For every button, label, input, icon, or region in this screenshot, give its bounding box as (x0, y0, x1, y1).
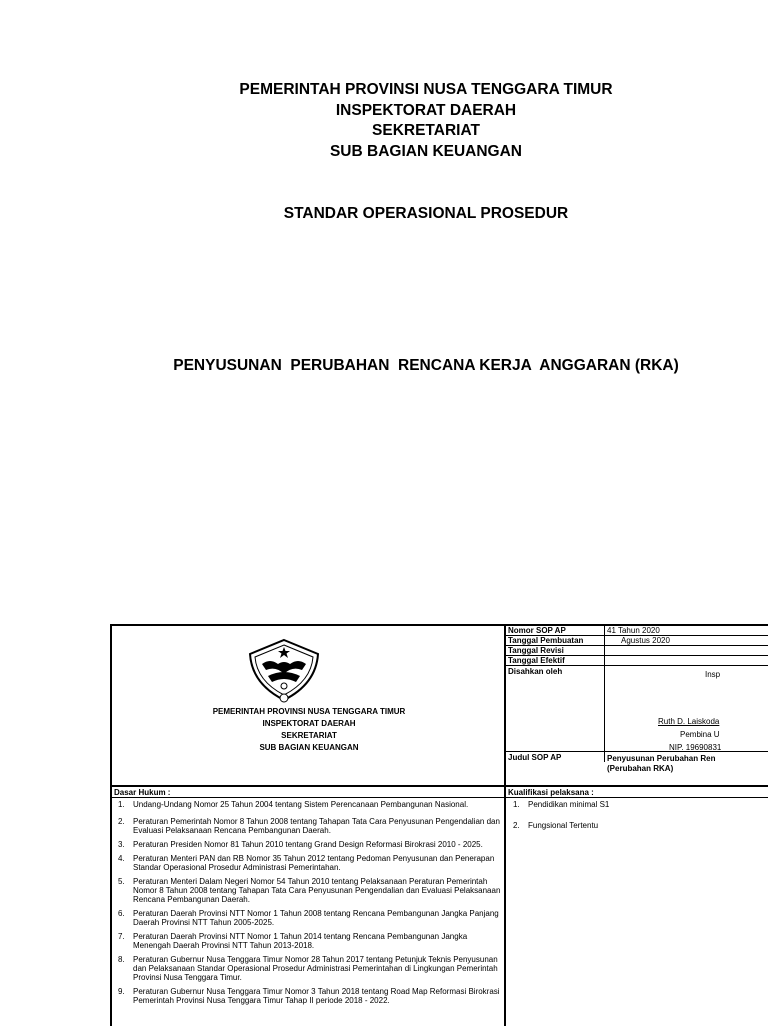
item-number: 9. (118, 987, 125, 996)
header-inspectorate: INSPEKTORAT DAERAH (335, 101, 517, 119)
signer-nip: NIP. 19690831 (669, 743, 722, 752)
list-item (115, 817, 503, 835)
item-text: Peraturan Menteri Dalam Negeri Nomor 54 Tahun 2010 tentang Pelaksanaan Peraturan Pemerintah Nomor 8 Tahun 2008 tentang Tahapan Tata Cara Penyusunan Pengendalian dan Evaluasi Pelaksanaan Rencana Pembangunan Daerah. (133, 877, 501, 904)
item-number: 2. (513, 821, 520, 830)
item-number: 1. (513, 800, 520, 809)
item-number: 8. (118, 955, 125, 964)
kualifikasi-list (510, 800, 768, 842)
org-government: PEMERINTAH PROVINSI NUSA TENGGARA TIMUR (212, 707, 406, 716)
signer-rank: Pembina U (680, 730, 720, 739)
judul-sop-value-line1: Penyusunan Perubahan Ren (607, 754, 716, 763)
organization-name (112, 706, 506, 754)
item-number: 3. (118, 840, 125, 849)
tanggal-pembuatan-label: Tanggal Pembuatan (508, 636, 584, 645)
row-line (506, 665, 768, 666)
item-text: Peraturan Menteri PAN dan RB Nomor 35 Tahun 2012 tentang Pedoman Penyusunan dan Penerapan Standar Operasional Prosedur Administrasi Pemerintahan. (133, 854, 495, 872)
item-text: Fungsional Tertentu (528, 821, 599, 830)
item-number: 7. (118, 932, 125, 941)
judul-sop-label: Judul SOP AP (508, 753, 562, 762)
list-item (115, 854, 503, 872)
org-secretariat: SEKRETARIAT (281, 731, 337, 740)
judul-sop-value-line2: (Perubahan RKA) (607, 764, 674, 773)
label-value-divider (604, 626, 605, 762)
item-number: 2. (118, 817, 125, 826)
item-text: Peraturan Gubernur Nusa Tenggara Timur Nomor 28 Tahun 2017 tentang Petunjuk Teknis Penyusunan dan Pelaksanaan Standar Operasional Prosedur Administrasi Pemerintahan di Lingkungan Pemerintah Provinsi Nusa Tenggara Timur. (133, 955, 498, 982)
document-header (0, 80, 768, 162)
document-title: PENYUSUNAN PERUBAHAN RENCANA KERJA ANGGARAN (RKA) (173, 357, 679, 374)
tanggal-pembuatan-value: Agustus 2020 (621, 636, 670, 645)
signer-name: Ruth D. Laiskoda (658, 717, 720, 726)
header-government: PEMERINTAH PROVINSI NUSA TENGGARA TIMUR (239, 81, 613, 98)
item-number: 1. (118, 800, 125, 809)
list-item (510, 800, 768, 809)
item-text: Pendidikan minimal S1 (528, 800, 610, 809)
organization-cell (112, 626, 506, 788)
list-item (115, 840, 503, 849)
nomor-sop-label: Nomor SOP AP (508, 626, 566, 635)
item-text: Peraturan Daerah Provinsi NTT Nomor 1 Tahun 2014 tentang Rencana Pembangunan Jangka Menengah Daerah Provinsi NTT Tahun 2013-2018. (133, 932, 468, 950)
list-item (115, 800, 503, 809)
item-text: Peraturan Daerah Provinsi NTT Nomor 1 Tahun 2008 tentang Rencana Pembangunan Jangka Panjang Daerah Provinsi NTT Tahun 2005-2025. (133, 909, 499, 927)
disahkan-oleh-label: Disahkan oleh (508, 667, 563, 676)
list-item (115, 987, 503, 1005)
item-number: 4. (118, 854, 125, 863)
header-subdivision: SUB BAGIAN KEUANGAN (329, 142, 523, 160)
nomor-sop-value: 41 Tahun 2020 (607, 626, 660, 635)
list-item (115, 909, 503, 927)
row-line (112, 797, 768, 798)
list-item (115, 932, 503, 950)
item-text: Peraturan Pemerintah Nomor 8 Tahun 2008 tentang Tahapan Tata Cara Penyusunan Pengendalian dan Evaluasi Pelaksanaan Rencana Pembangunan Daerah. (133, 817, 500, 835)
list-item (115, 877, 503, 904)
row-line (506, 751, 768, 752)
item-number: 5. (118, 877, 125, 886)
item-text: Peraturan Gubernur Nusa Tenggara Timur Nomor 3 Tahun 2018 tentang Road Map Reformasi Birokrasi Pemerintah Provinsi Nusa Tenggara Timur Tahap II periode 2018 - 2022. (133, 987, 500, 1005)
dasar-hukum-heading: Dasar Hukum : (114, 788, 171, 797)
org-subdivision: SUB BAGIAN KEUANGAN (259, 743, 359, 752)
item-number: 6. (118, 909, 125, 918)
item-text: Peraturan Presiden Nomor 81 Tahun 2010 tentang Grand Design Reformasi Birokrasi 2010 - 2025. (133, 840, 483, 849)
government-emblem-icon (246, 636, 322, 704)
tanggal-efektif-label: Tanggal Efektif (508, 656, 565, 665)
header-secretariat: SEKRETARIAT (372, 122, 480, 139)
org-inspectorate: INSPEKTORAT DAERAH (262, 719, 356, 728)
list-item (510, 821, 768, 830)
sop-heading: STANDAR OPERASIONAL PROSEDUR (283, 205, 569, 222)
list-item (115, 955, 503, 982)
tanggal-revisi-label: Tanggal Revisi (508, 646, 564, 655)
sop-table (110, 624, 768, 1026)
kualifikasi-heading: Kualifikasi pelaksana : (508, 788, 594, 797)
dasar-hukum-list (115, 800, 503, 1010)
item-text: Undang-Undang Nomor 25 Tahun 2004 tentang Sistem Perencanaan Pembangunan Nasional. (133, 800, 469, 809)
disahkan-oleh-value: Insp (705, 670, 721, 679)
